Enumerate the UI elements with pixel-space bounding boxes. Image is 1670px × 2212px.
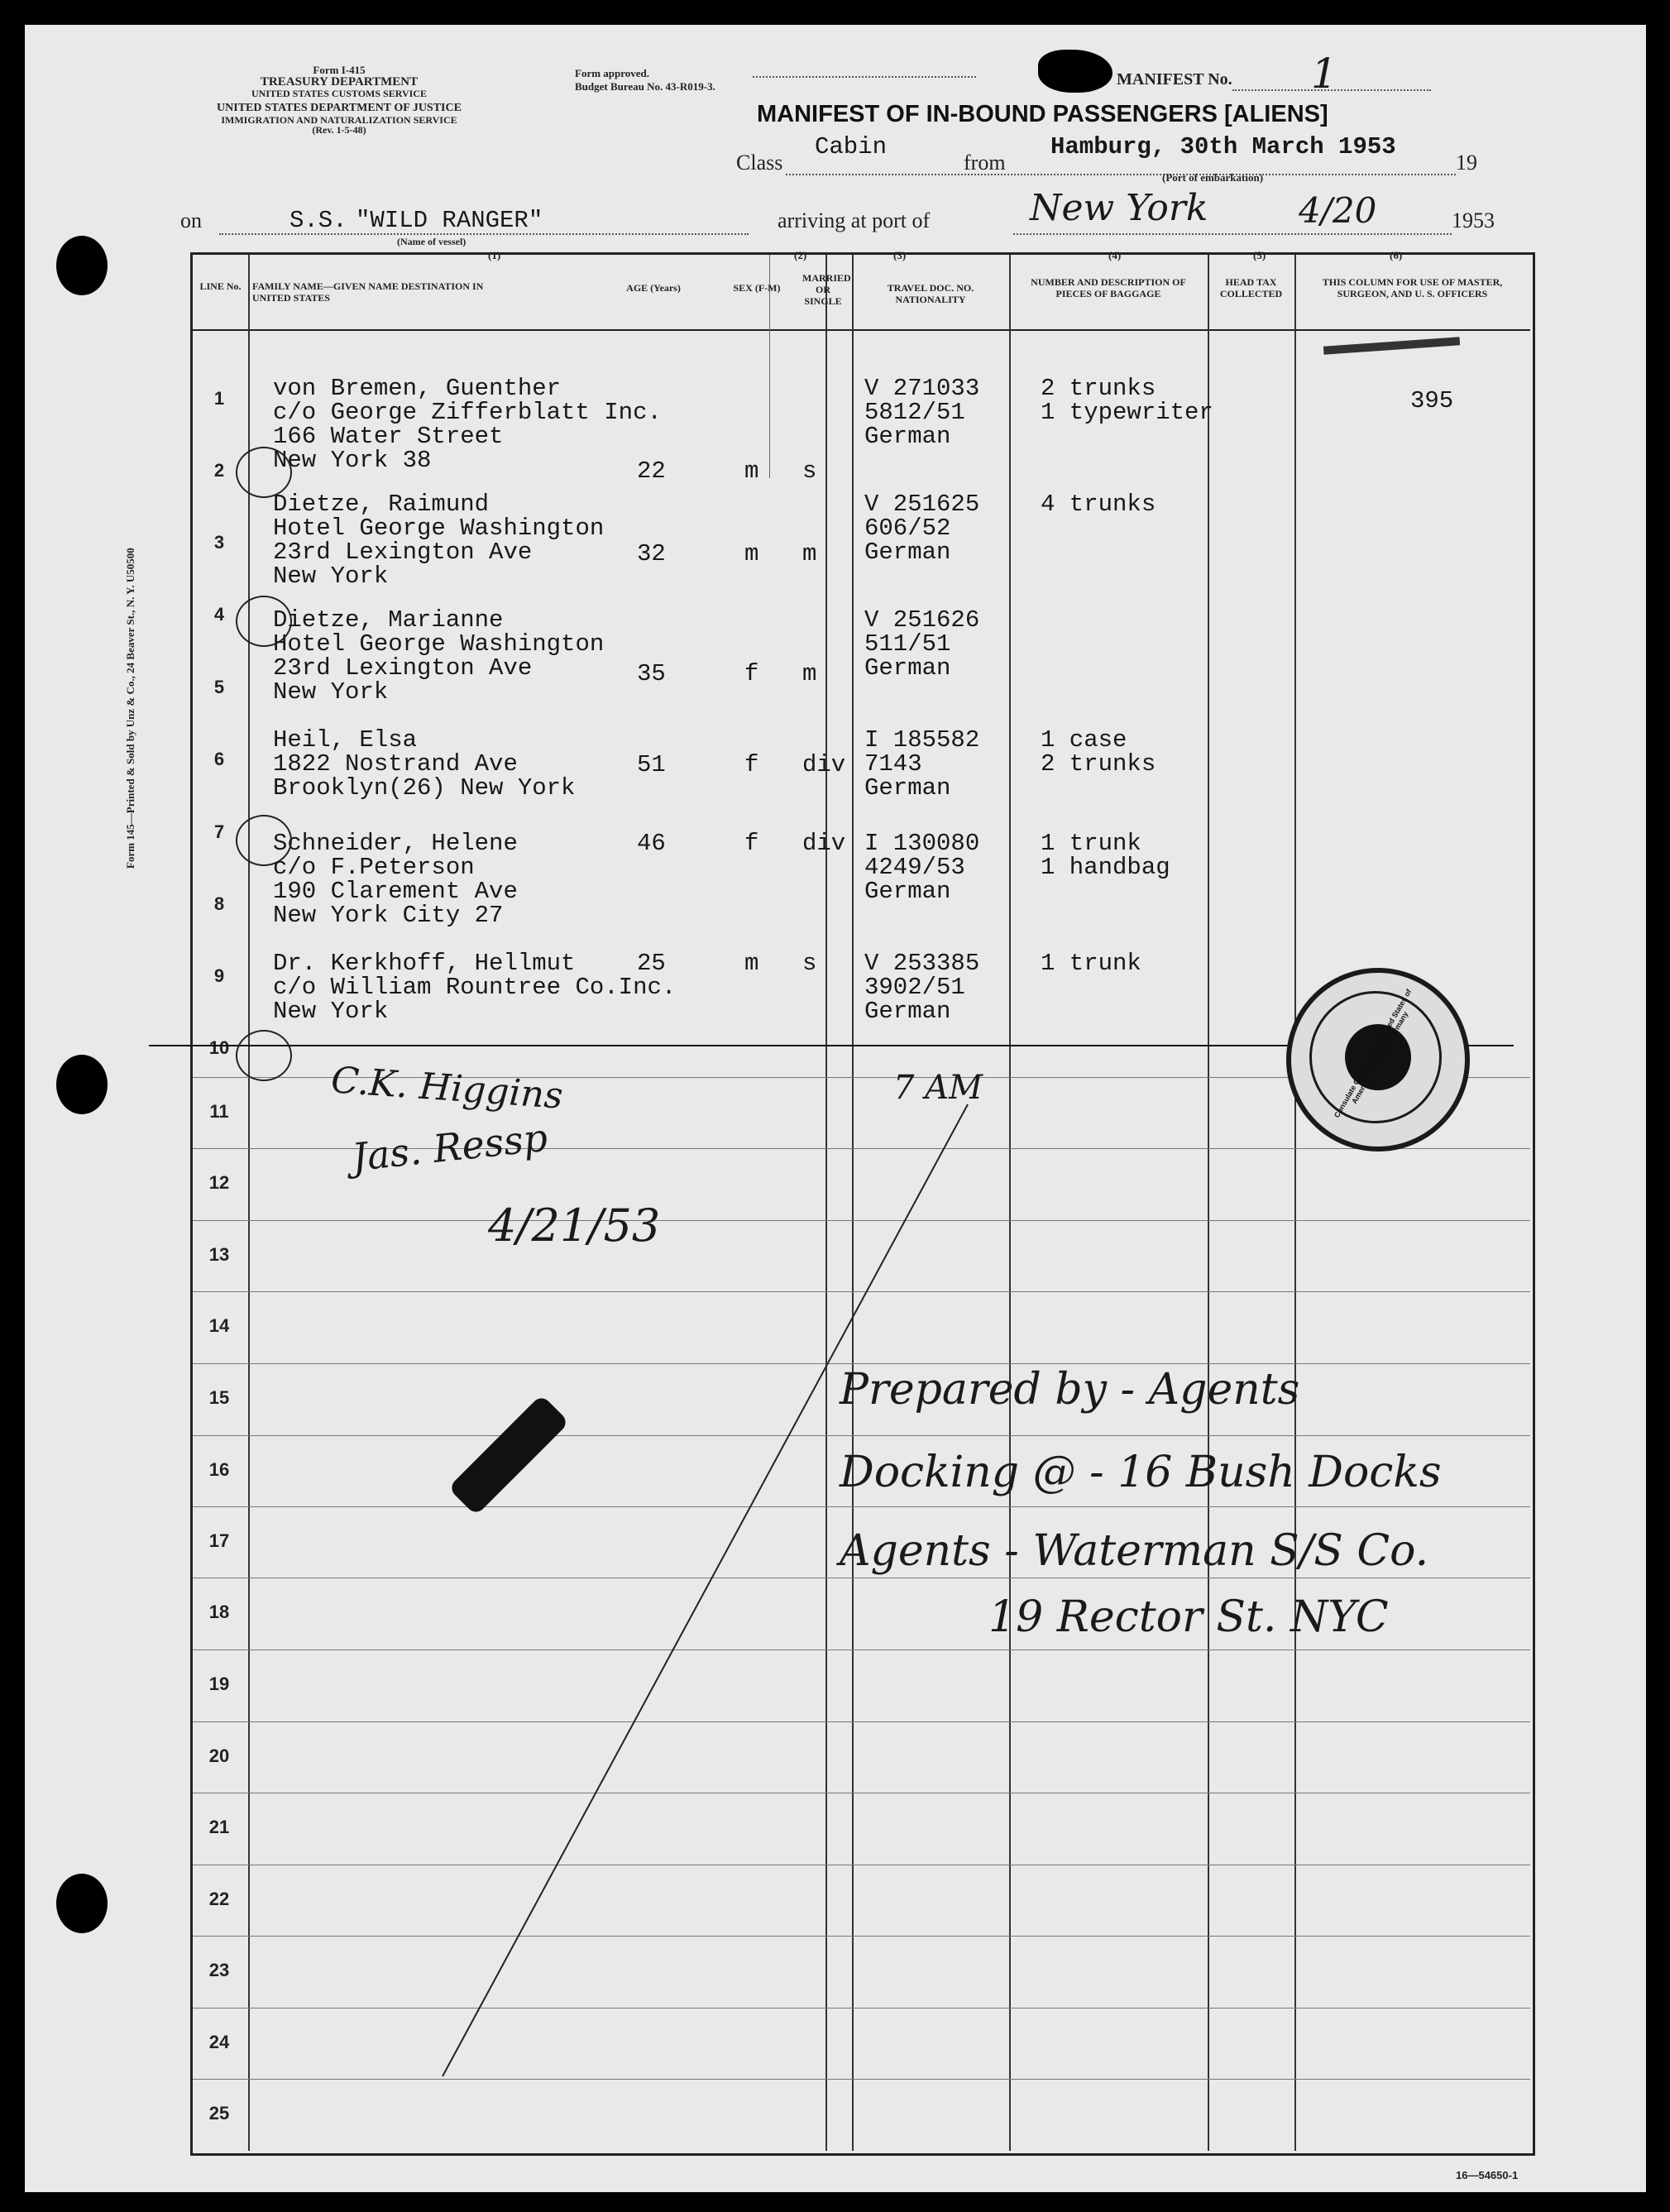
passenger-marital-status: s bbox=[802, 950, 817, 977]
arriving-label: arriving at port of bbox=[778, 208, 931, 232]
nationality: German bbox=[864, 998, 951, 1025]
passenger-address-line: Hotel George Washington bbox=[273, 630, 605, 658]
passenger-age: 32 bbox=[637, 540, 666, 567]
manifest-number: 1 bbox=[1311, 50, 1337, 98]
passenger-age: 46 bbox=[637, 830, 666, 857]
line-number: 21 bbox=[208, 1817, 230, 1837]
manifest-page bbox=[25, 25, 1646, 2192]
travel-doc-ref: 3902/51 bbox=[864, 974, 965, 1001]
passenger-sex: f bbox=[744, 660, 759, 687]
seal-text: Consulate General of the United States of America · Hamburg, Germany bbox=[1332, 988, 1414, 1119]
passenger-sex: f bbox=[744, 830, 759, 857]
col-number: (2) bbox=[794, 249, 807, 261]
passenger-address-line: New York bbox=[273, 998, 389, 1025]
prepared-by-note: Prepared by - Agents bbox=[840, 1365, 1300, 1415]
nationality: German bbox=[864, 774, 951, 802]
passenger-age: 25 bbox=[637, 950, 666, 977]
nationality: German bbox=[864, 654, 951, 682]
passenger-address-line: 23rd Lexington Ave bbox=[273, 539, 533, 566]
baggage-item: 2 trunks bbox=[1041, 375, 1156, 402]
class-value: Cabin bbox=[815, 133, 888, 160]
customs-label: UNITED STATES CUSTOMS SERVICE bbox=[251, 88, 427, 100]
travel-doc-ref: 511/51 bbox=[864, 630, 951, 658]
justice-label: UNITED STATES DEPARTMENT OF JUSTICE bbox=[217, 101, 462, 114]
line-number: 13 bbox=[208, 1244, 230, 1265]
treasury-label: TREASURY DEPARTMENT bbox=[260, 74, 419, 89]
travel-doc-number: I 130080 bbox=[864, 830, 980, 857]
passenger-address-line: 1822 Nostrand Ave bbox=[273, 750, 518, 778]
col-number: (5) bbox=[1253, 249, 1266, 261]
passenger-sex: m bbox=[744, 540, 759, 567]
vessel-caption: (Name of vessel) bbox=[397, 236, 467, 247]
form-number: Form I-415 bbox=[313, 64, 366, 76]
inspection-time: 7 AM bbox=[893, 1069, 983, 1107]
column-header-married: MARRIED OR SINGLE bbox=[802, 272, 851, 307]
travel-doc-ref: 5812/51 bbox=[864, 399, 965, 426]
circled-number bbox=[236, 596, 292, 647]
passenger-marital-status: s bbox=[802, 457, 817, 485]
manifest-no-label: MANIFEST No. bbox=[1117, 70, 1232, 89]
col-number: (1) bbox=[488, 249, 501, 261]
baggage-item: 1 trunk bbox=[1041, 950, 1141, 977]
passenger-address-line: Brooklyn(26) New York bbox=[273, 774, 576, 802]
line-number: 10 bbox=[208, 1037, 230, 1058]
line-number: 7 bbox=[213, 821, 225, 842]
passenger-address-line: Hotel George Washington bbox=[273, 515, 605, 542]
baggage-item: 1 typewriter bbox=[1041, 399, 1213, 426]
travel-doc-ref: 4249/53 bbox=[864, 854, 965, 881]
passenger-age: 35 bbox=[637, 660, 666, 687]
line-number: 2 bbox=[213, 460, 225, 481]
line-number: 23 bbox=[208, 1960, 230, 1980]
passenger-address-line: New York bbox=[273, 563, 389, 590]
consulate-seal bbox=[1286, 968, 1470, 1151]
passenger-sex: m bbox=[744, 950, 759, 977]
column-header-head-tax: HEAD TAX COLLECTED bbox=[1219, 276, 1283, 299]
column-header-age: AGE (Years) bbox=[626, 282, 681, 294]
line-number: 11 bbox=[209, 1101, 229, 1122]
travel-doc-number: V 251626 bbox=[864, 606, 980, 634]
passenger-address-line: c/o George Zifferblatt Inc. bbox=[273, 399, 662, 426]
line-number: 16 bbox=[208, 1459, 230, 1480]
passenger-address-line: 166 Water Street bbox=[273, 423, 504, 450]
travel-doc-number: V 253385 bbox=[864, 950, 980, 977]
passenger-address-line: c/o F.Peterson bbox=[273, 854, 475, 881]
line-number: 5 bbox=[213, 677, 225, 697]
passenger-marital-status: div bbox=[802, 830, 846, 857]
passenger-address-line: New York 38 bbox=[273, 447, 432, 474]
passenger-age: 22 bbox=[637, 457, 666, 485]
passenger-sex: f bbox=[744, 751, 759, 778]
year-prefix: 19 bbox=[1456, 151, 1477, 175]
travel-doc-number: V 251625 bbox=[864, 491, 980, 518]
port-embarkation-caption: (Port of embarkation) bbox=[1162, 171, 1264, 184]
from-value: Hamburg, 30th March 1953 bbox=[1050, 133, 1396, 160]
line-number: 4 bbox=[213, 604, 225, 625]
inspection-date: 4/21/53 bbox=[488, 1199, 661, 1252]
col-number: (4) bbox=[1108, 249, 1122, 261]
passenger-marital-status: m bbox=[802, 660, 817, 687]
line-number: 25 bbox=[208, 2103, 230, 2123]
arriving-year: 1953 bbox=[1452, 208, 1495, 232]
passenger-address-line: 23rd Lexington Ave bbox=[273, 654, 533, 682]
inspector-signature: C.K. Higgins bbox=[329, 1059, 565, 1118]
page-title: MANIFEST OF IN-BOUND PASSENGERS [ALIENS] bbox=[757, 101, 1328, 127]
passenger-name: Dr. Kerkhoff, Hellmut bbox=[273, 950, 576, 977]
travel-doc-number: I 185582 bbox=[864, 726, 980, 754]
line-number: 18 bbox=[208, 1602, 230, 1622]
passenger-marital-status: m bbox=[802, 540, 817, 567]
passenger-name: Dietze, Marianne bbox=[273, 606, 504, 634]
col-number: (6) bbox=[1390, 249, 1403, 261]
line-number: 8 bbox=[213, 893, 225, 914]
line-number: 9 bbox=[213, 965, 225, 986]
passenger-address-line: c/o William Rountree Co.Inc. bbox=[273, 974, 677, 1001]
arriving-port: New York bbox=[1030, 187, 1208, 229]
travel-doc-ref: 7143 bbox=[864, 750, 922, 778]
line-number: 22 bbox=[208, 1889, 230, 1909]
line-number: 19 bbox=[208, 1673, 230, 1694]
revision-label: (Rev. 1-5-48) bbox=[312, 124, 366, 136]
col-number: (3) bbox=[893, 249, 907, 261]
line-number: 12 bbox=[208, 1172, 230, 1193]
passenger-name: Dietze, Raimund bbox=[273, 491, 490, 518]
baggage-item: 4 trunks bbox=[1041, 491, 1156, 518]
passenger-name: Schneider, Helene bbox=[273, 830, 518, 857]
line-number: 20 bbox=[208, 1745, 230, 1766]
line-number: 24 bbox=[208, 2032, 230, 2052]
on-label: on bbox=[180, 208, 202, 232]
passenger-address-line: 190 Clarement Ave bbox=[273, 878, 518, 905]
officer-mark: 395 bbox=[1410, 387, 1454, 414]
ins-label: IMMIGRATION AND NATURALIZATION SERVICE bbox=[221, 113, 457, 126]
footer-code: 16—54650-1 bbox=[1456, 2169, 1519, 2181]
circled-number bbox=[236, 447, 292, 498]
baggage-item: 1 trunk bbox=[1041, 830, 1141, 857]
circled-number bbox=[236, 815, 292, 866]
from-label: from bbox=[964, 151, 1006, 175]
nationality: German bbox=[864, 423, 951, 450]
passenger-marital-status: div bbox=[802, 751, 846, 778]
passenger-sex: m bbox=[744, 457, 759, 485]
line-number: 14 bbox=[208, 1315, 230, 1336]
line-number: 15 bbox=[208, 1387, 230, 1408]
officer-signature: Jas. Ressp bbox=[349, 1114, 550, 1180]
column-header-line: LINE No. bbox=[199, 280, 242, 292]
passenger-name: von Bremen, Guenther bbox=[273, 375, 562, 402]
column-header-name: FAMILY NAME—GIVEN NAME DESTINATION IN UNITED STATES bbox=[252, 280, 484, 304]
side-printer-mark: Form 145—Printed & Sold by Unz & Co., 24 Beaver St., N. Y. U50500 bbox=[124, 548, 136, 869]
agents-address: 19 Rector St. NYC bbox=[988, 1592, 1389, 1642]
circled-number bbox=[236, 1030, 292, 1081]
class-label: Class bbox=[736, 151, 783, 175]
vessel-name: "WILD RANGER" bbox=[356, 207, 543, 234]
line-number: 1 bbox=[213, 388, 225, 409]
passenger-age: 51 bbox=[637, 751, 666, 778]
line-number: 17 bbox=[208, 1530, 230, 1551]
line-number: 6 bbox=[213, 749, 225, 769]
passenger-address-line: New York City 27 bbox=[273, 902, 504, 929]
baggage-item: 1 handbag bbox=[1041, 854, 1170, 881]
baggage-item: 2 trunks bbox=[1041, 750, 1156, 778]
vessel-prefix: S.S. bbox=[289, 207, 347, 234]
column-header-travel-doc: TRAVEL DOC. NO. NATIONALITY bbox=[887, 282, 974, 305]
line-number: 3 bbox=[213, 532, 225, 553]
docking-note: Docking @ - 16 Bush Docks bbox=[840, 1448, 1442, 1497]
passenger-address-line: New York bbox=[273, 678, 389, 706]
column-header-baggage: NUMBER AND DESCRIPTION OF PIECES OF BAGGAGE bbox=[1031, 276, 1186, 299]
column-header-sex: SEX (F-M) bbox=[733, 282, 781, 294]
arriving-date: 4/20 bbox=[1299, 190, 1377, 231]
form-approved: Form approved. bbox=[575, 67, 650, 79]
travel-doc-ref: 606/52 bbox=[864, 515, 951, 542]
budget-bureau: Budget Bureau No. 43-R019-3. bbox=[575, 80, 715, 93]
passenger-name: Heil, Elsa bbox=[273, 726, 418, 754]
column-header-officers: THIS COLUMN FOR USE OF MASTER, SURGEON, AND U. S. OFFICERS bbox=[1322, 276, 1503, 299]
nationality: German bbox=[864, 539, 951, 566]
baggage-item: 1 case bbox=[1041, 726, 1127, 754]
nationality: German bbox=[864, 878, 951, 905]
travel-doc-number: V 271033 bbox=[864, 375, 980, 402]
agents-note: Agents - Waterman S/S Co. bbox=[840, 1526, 1429, 1576]
